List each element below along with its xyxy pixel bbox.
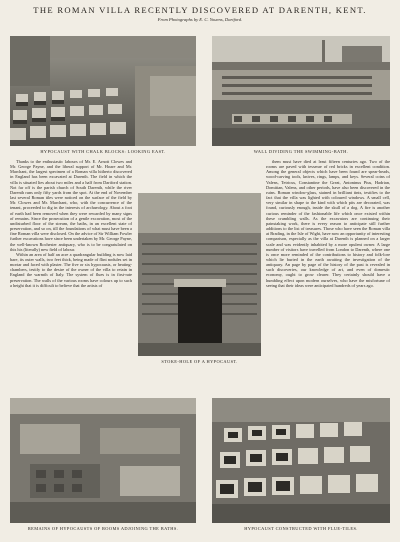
photo-stoke-hole <box>138 193 261 356</box>
photo-flue-tiles <box>212 398 390 523</box>
photo-swimming-bath-wall <box>212 36 390 146</box>
article-paragraph: Thanks to the enthusiastic labours of Mr. E. Arnott Clowes and Mr. George Payne, and the liberal support of Mr. Hoare and Mr. Marchant, the largest specimen of a Roman villa hitherto discovered in England has been excavated at Darenth. The field in which the villa is situated lies about two miles and a half from Dartford station. Not far off is the parish church of South Darenth, while the river Darenth runs only fifty yards from the spot. At the end of November last several Roman tiles were noticed on the surface of the field by Mr. Clowes and Mr. Marchant, who, with the concurrence of the tenant, proceeded to dig in the interests of archaeology. About a foot of earth had been removed when they were rewarded by many signs of remains. Since the prosecution of a gentle excavation, most of the undisturbed floor of the stream, the baths, in an excellent state of preservation, and so on, till the foundations of what must have been a fine Roman villa were disclosed. On the advice of Sir William Fowler further excavations have since been undertaken by Mr. George Payne, the well-known Rochester antiquary, who is to be congratulated on this his (literally) new field of labour. <box>10 159 132 252</box>
caption-middle: STOKE-HOLE OF A HYPOCAUST. <box>161 359 238 364</box>
caption-top-left: HYPOCAUST WITH CHALK BLOCKS: LOOKING EAST. <box>40 149 166 154</box>
article-column-left <box>10 159 132 395</box>
page-title: THE ROMAN VILLA RECENTLY DISCOVERED AT DARENTH, KENT. <box>33 5 367 15</box>
caption-top-right: WALL DIVIDING THE SWIMMING-BATH. <box>253 149 349 154</box>
photo-credit: From Photographs by E. C. Youens, Dartford. <box>157 17 243 22</box>
caption-bottom-left: REMAINS OF HYPOCAUSTS OF ROOMS ADJOINING THE BATHS. <box>27 526 179 531</box>
article-paragraph: them must have died at least fifteen centuries ago. Two of the rooms are paved with tesserae of red bricks in excellent condition. Among the general objects which have been found are spear-heads, wood-carving tools, knives, rings, lamps, and keys. Several coins of Valens, Tetricus, Constantine the Great, Antoninus Pius, Hadrian, Domitian, Valens, and other periods, have also been discovered in the ruins. Roman window-glass, stained in brilliant tints, testifies to the fact that the villa was lighted with coloured windows. A small cell, very similar in shape to the kind with which pits are decorated, was found, curiously enough, inside the skull of a dog. A fire is another curious reminder of the fashionable life which once existed within these crumbling walls. As the excavators are continuing their painstaking work, there is every reason to anticipate still further additions to the list of treasures. Those who have seen the Roman villa at Brading, in the Isle of Wight, have now an opportunity of interesting comparison, especially as the villa at Darenth is planned on a larger scale and was evidently inhabited by a more opulent owner. A large number of visitors have travelled from London to Darenth, where one is once more reminded of the contributions to history and folk-lore which lie buried in the earth awaiting the investigation of the antiquary. An page by page of the history of the past is revealed in such discoveries, our knowledge of art, and even of domestic economy, ought to grow clearer. They certainly should have a humbling effect upon modern ourselves, who have the misfortune of seeing that their ideas were anticipated hundreds of years ago. <box>266 159 390 288</box>
photo-hypocaust-chalk-blocks <box>10 36 196 146</box>
caption-bottom-right: HYPOCAUST CONSTRUCTED WITH FLUE-TILES. <box>244 526 358 531</box>
article-paragraph: Within an area of half an acre a quadrangular building is now laid bare, its outer walls, two feet thick, being made of flint nodules set in mortar and faced with plaster. The five or six hypocausts, or heating-chambers, testify to the desire of the owner of the villa to retain in England the warmth of Italy. The system of flues is in first-rate preservation. The walls of the various rooms have colours up to such a height that it is difficult to believe that the artists of <box>10 251 132 288</box>
photo-remains-hypocausts <box>10 398 196 523</box>
article-column-right <box>266 159 390 395</box>
